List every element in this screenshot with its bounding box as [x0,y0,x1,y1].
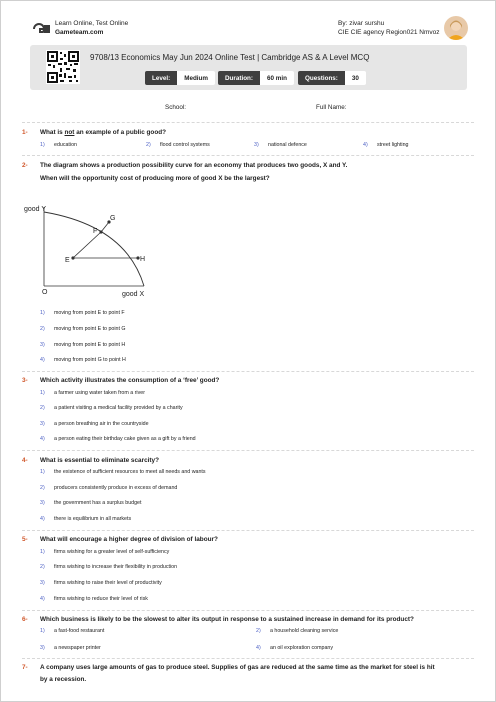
option-text: moving from point E to point G [54,326,126,332]
question-text: What is not an example of a public good? [40,129,167,136]
question-number: 3- [22,377,28,384]
questions-label: Questions: [298,71,345,85]
ppc-curve [44,212,144,286]
option-text: a household cleaning service [270,628,339,634]
option-number: 3) [254,142,259,148]
school-field[interactable]: School: [165,104,187,111]
option-text: an oil exploration company [270,645,334,651]
duration-label: Duration: [218,71,260,85]
option-text: firms wishing for a greater level of self-sufficiency [54,549,170,555]
option-number: 2) [40,485,45,491]
duration-value: 60 min [260,71,294,85]
level-badge [145,71,215,85]
question-text: by a recession. [40,676,87,683]
point-label-e: E [65,257,70,264]
option-text: a person breathing air in the countryside [54,421,149,427]
brand-text [55,19,128,37]
divider [22,530,474,531]
divider [22,450,474,451]
point-e [71,256,74,259]
author-agency: CIE CIE agency Region021 Nmvoz [338,29,440,36]
option-number: 1) [40,310,45,316]
option-number: 2) [40,564,45,570]
option-text: a newspaper printer [54,645,101,651]
questions-badge [298,71,366,85]
ppc-diagram [20,195,180,303]
full-name-field[interactable]: Full Name: [316,104,347,111]
duration-badge [218,71,294,85]
question-number: 4- [22,457,28,464]
question-text: What is essential to eliminate scarcity? [40,457,159,464]
option-text: education [54,142,77,148]
question-number: 1- [22,129,28,136]
point-f [99,230,102,233]
option-number: 4) [40,436,45,442]
option-text: flood control systems [160,142,210,148]
question-number: 5- [22,536,28,543]
question-text: What will encourage a higher degree of division of labour? [40,536,218,543]
line-f-g [101,222,109,232]
option-text: street lighting [377,142,409,148]
option-number: 4) [40,596,45,602]
divider [22,610,474,611]
author-name: By: zivar surshu [338,20,385,27]
point-label-f: F [93,228,98,235]
option-number: 2) [256,628,261,634]
option-number: 1) [40,628,45,634]
option-text: there is equilibrium in all markets [54,516,132,522]
option-number: 4) [363,142,368,148]
option-text: a farmer using water taken from a river [54,390,145,396]
author-info [338,19,440,37]
option-number: 4) [40,357,45,363]
option-text: national defence [268,142,307,148]
option-text: firms wishing to reduce their level of risk [54,596,148,602]
option-text: firms wishing to raise their level of productivity [54,580,162,586]
option-number: 3) [40,421,45,427]
option-text: a person eating their birthday cake given as a gift by a friend [54,436,196,442]
option-number: 1) [40,142,45,148]
option-number: 4) [256,645,261,651]
test-title: 9708/13 Economics May Jun 2024 Online Test | Cambridge AS & A Level MCQ [90,53,370,62]
y-axis-label: good Y [24,206,47,213]
divider [22,658,474,659]
question-text: Which business is likely to be the slowest to alter its output in response to a sustained increase in demand for its product? [40,616,414,623]
option-number: 3) [40,342,45,348]
option-number: 3) [40,500,45,506]
line-e-f [73,232,101,258]
option-text: a patient visiting a medical facility provided by a charity [54,405,183,411]
divider [22,155,474,156]
option-text: a fast-food restaurant [54,628,105,634]
option-text: firms wishing to increase their flexibility in production [54,564,178,570]
option-number: 1) [40,549,45,555]
point-label-h: H [140,256,146,263]
question-number: 6- [22,616,28,623]
option-text: moving from point E to point F [54,310,125,316]
option-text: the government has a surplus budget [54,500,142,506]
option-text: producers consistently produce in excess of demand [54,485,178,491]
option-number: 3) [40,645,45,651]
level-label: Level: [145,71,177,85]
option-text: moving from point E to point H [54,342,126,348]
question-text: The diagram shows a production possibility curve for an economy that produces two goods, X and Y. [40,162,348,169]
option-number: 1) [40,390,45,396]
option-number: 1) [40,469,45,475]
brand-site-link[interactable]: Gameteam.com [55,29,104,36]
divider [22,371,474,372]
origin-label: O [42,289,48,296]
test-banner [30,45,467,90]
qr-code[interactable] [46,50,80,84]
brand-logo [32,22,52,36]
option-number: 2) [146,142,151,148]
question-text: When will the opportunity cost of producing more of good X be the largest? [40,175,270,182]
divider [22,122,474,123]
option-number: 4) [40,516,45,522]
question-text: A company uses large amounts of gas to produce steel. Supplies of gas are reduced at the same time as the market for steel is hit [40,664,435,671]
option-text: the existence of sufficient resources to meet all needs and wants [54,469,206,475]
level-value: Medium [177,71,215,85]
questions-value: 30 [345,71,366,85]
x-axis-label: good X [122,291,145,298]
point-label-g: G [110,215,116,222]
question-number: 2- [22,162,28,169]
avatar [444,16,468,40]
question-text: Which activity illustrates the consumption of a ‘free’ good? [40,377,220,384]
option-number: 2) [40,326,45,332]
question-number: 7- [22,664,28,671]
brand-tagline: Learn Online, Test Online [55,20,129,27]
option-number: 2) [40,405,45,411]
option-text: moving from point G to point H [54,357,126,363]
option-number: 3) [40,580,45,586]
